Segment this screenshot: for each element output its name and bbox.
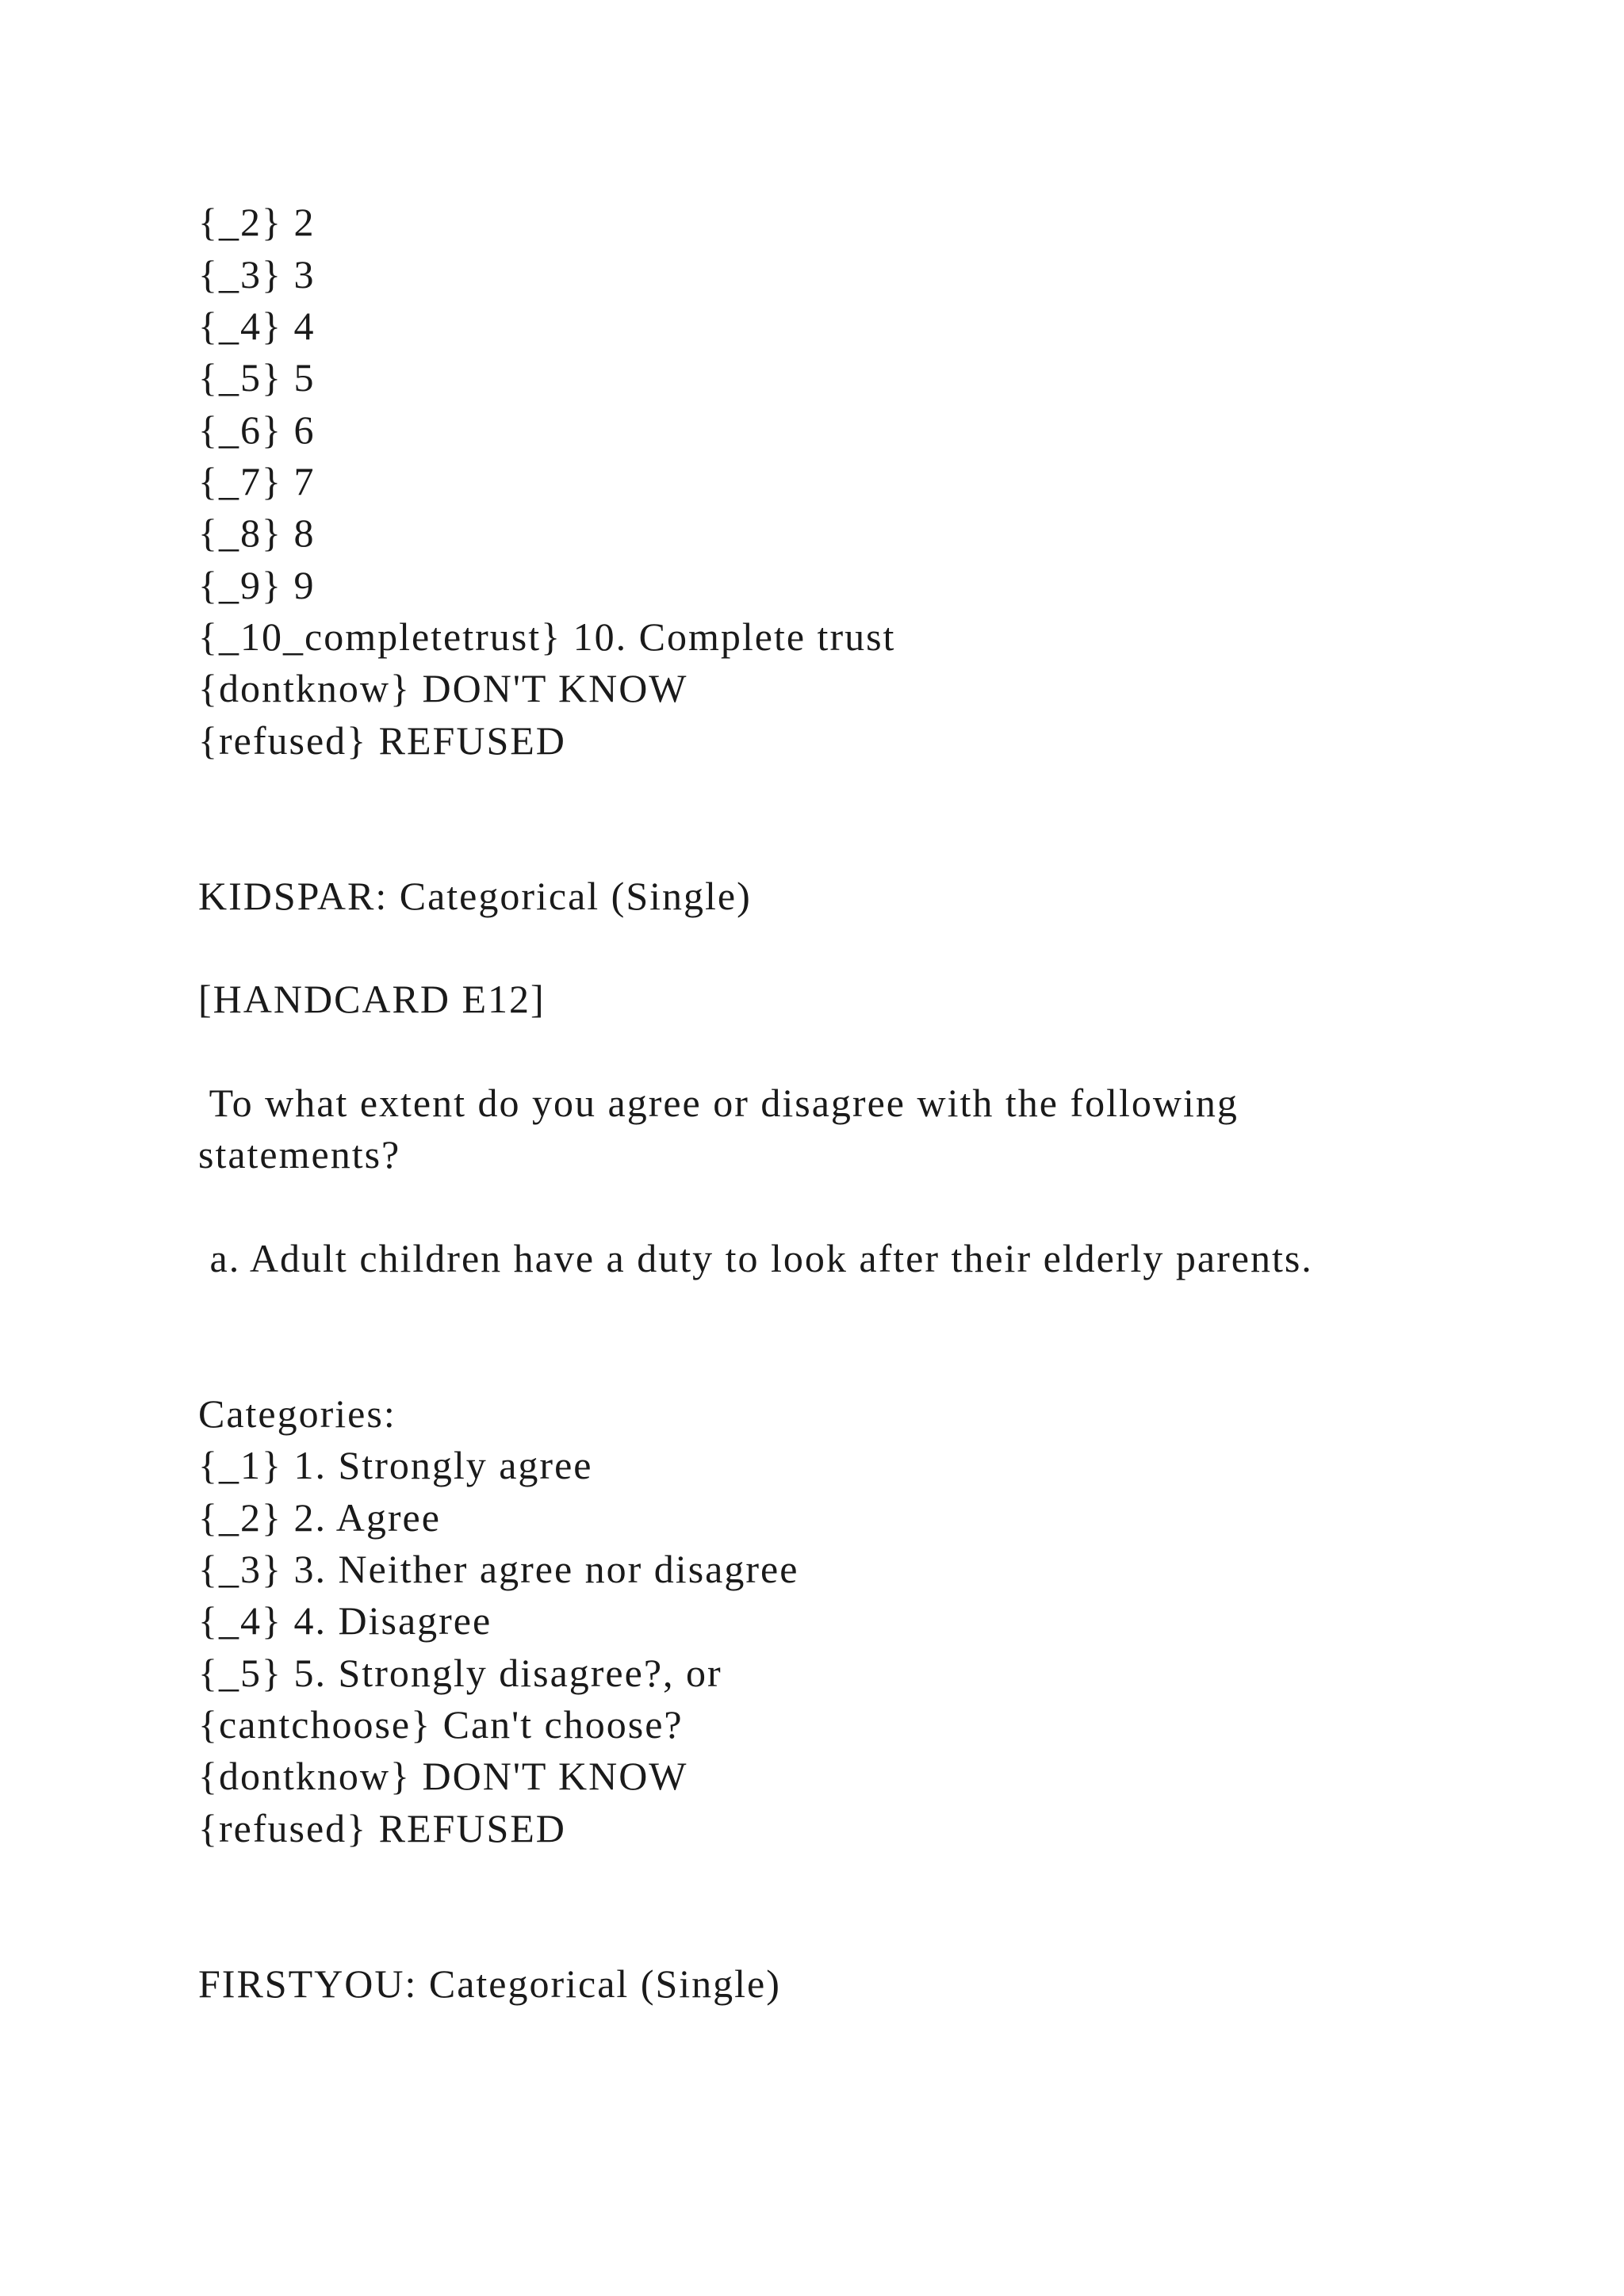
kidspar-heading: KIDSPAR: Categorical (Single) [198, 874, 752, 918]
category-item-9: {_9} 9 [198, 563, 316, 607]
categories-label: Categories: [198, 1391, 396, 1436]
kidspar-category-5: {_5} 5. Strongly disagree?, or [198, 1651, 722, 1695]
category-item-6: {_6} 6 [198, 408, 316, 452]
question-text-line1: To what extent do you agree or disagree with the following [198, 1081, 1239, 1125]
category-item-refused: {refused} REFUSED [198, 718, 566, 763]
kidspar-category-1: {_1} 1. Strongly agree [198, 1443, 593, 1487]
kidspar-category-2: {_2} 2. Agree [198, 1495, 441, 1540]
statement-a: a. Adult children have a duty to look after their elderly parents. [198, 1236, 1313, 1280]
category-item-10-complete-trust: {_10_completetrust} 10. Complete trust [198, 614, 896, 659]
kidspar-category-4: {_4} 4. Disagree [198, 1598, 492, 1643]
handcard-label: [HANDCARD E12] [198, 977, 546, 1021]
kidspar-category-dontknow: {dontknow} DON'T KNOW [198, 1754, 688, 1798]
question-text-line2: statements? [198, 1132, 401, 1177]
firstyou-heading: FIRSTYOU: Categorical (Single) [198, 1961, 781, 2006]
kidspar-category-cantchoose: {cantchoose} Can't choose? [198, 1702, 684, 1747]
category-item-dontknow: {dontknow} DON'T KNOW [198, 666, 688, 710]
category-item-2: {_2} 2 [198, 200, 316, 244]
category-item-8: {_8} 8 [198, 511, 316, 555]
category-item-5: {_5} 5 [198, 355, 316, 400]
kidspar-category-refused: {refused} REFUSED [198, 1806, 566, 1850]
kidspar-category-3: {_3} 3. Neither agree nor disagree [198, 1547, 799, 1591]
category-item-7: {_7} 7 [198, 459, 316, 503]
category-item-3: {_3} 3 [198, 252, 316, 297]
category-item-4: {_4} 4 [198, 304, 316, 348]
